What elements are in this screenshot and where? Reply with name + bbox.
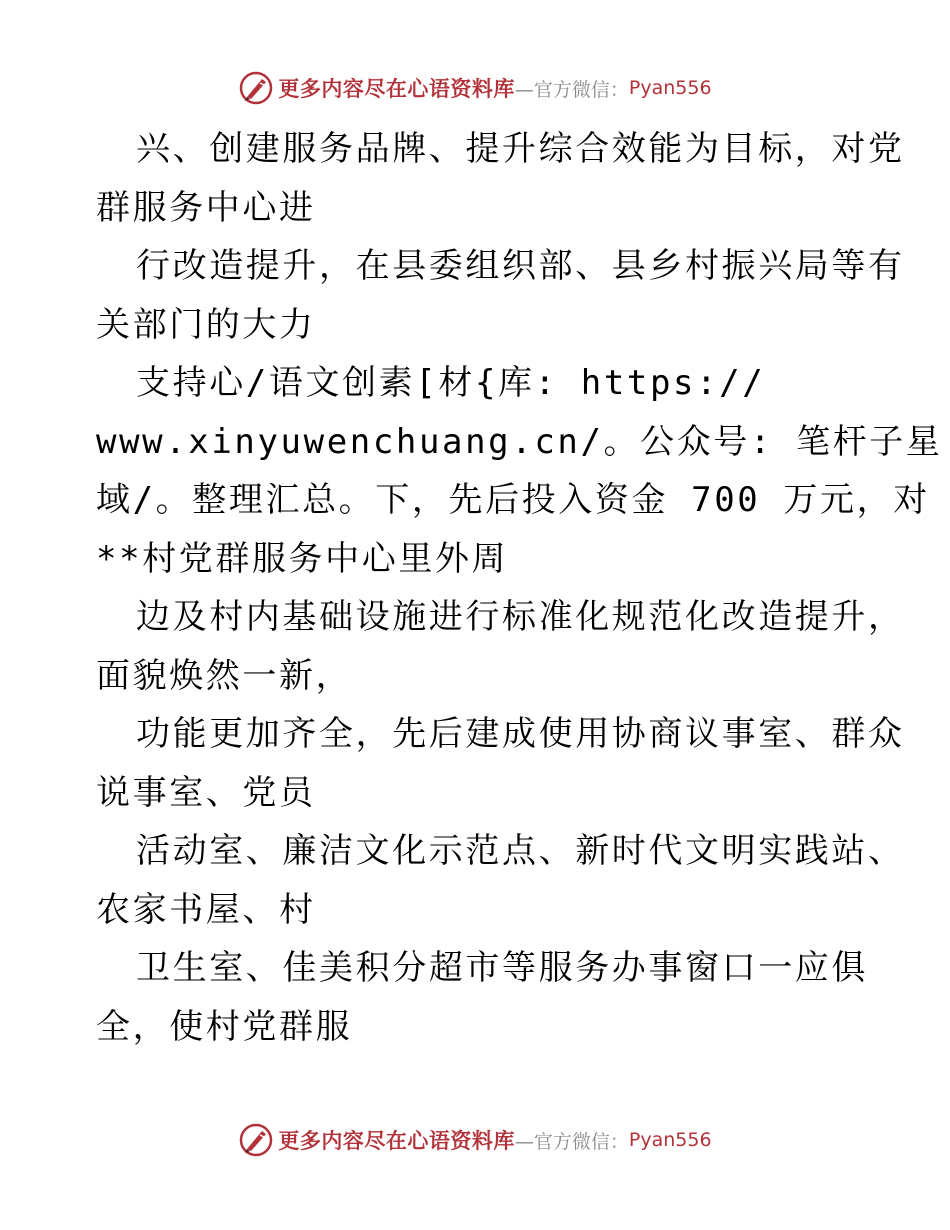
- banner-wechat-id: Pyan556: [628, 1129, 712, 1151]
- paragraph-line: 面貌焕然一新，: [96, 655, 353, 696]
- document-body: [96, 120, 943, 1056]
- paragraph-line: 边及村内基础设施进行标准化规范化改造提升，: [136, 597, 905, 637]
- paragraph-line: www.xinyuwenchuang.cn/。公众号: 笔杆子星: [96, 421, 943, 462]
- paragraph-line: 卫生室、佳美积分超市等服务办事窗口一应俱: [136, 948, 868, 988]
- paragraph-line: 活动室、廉洁文化示范点、新时代文明实践站、: [136, 831, 905, 871]
- banner-official-text: —官方微信：: [514, 78, 629, 101]
- paragraph-line: 功能更加齐全，先后建成使用协商议事室、群众: [136, 714, 905, 754]
- banner-brand-text: 更多内容尽在心语资料库: [278, 76, 515, 101]
- paragraph-line: 全，使村党群服: [96, 1006, 353, 1047]
- paragraph-line: **村党群服务中心里外周: [96, 538, 509, 579]
- paragraph-line: 农家书屋、村: [96, 889, 316, 930]
- banner-official-text: —官方微信：: [514, 1130, 629, 1153]
- footer-banner: [0, 1120, 950, 1160]
- paragraph-line: 关部门的大力: [96, 304, 316, 345]
- header-banner: [0, 68, 950, 108]
- quill-pen-logo-icon: [238, 1122, 274, 1158]
- paragraph-line: 域/。整理汇总。下，先后投入资金 700 万元，对: [96, 480, 930, 520]
- banner-brand-text: 更多内容尽在心语资料库: [278, 1128, 515, 1153]
- paragraph-line: 说事室、党员: [96, 772, 316, 813]
- banner-wechat-id: Pyan556: [628, 77, 712, 99]
- paragraph-line: 支持心/语文创素[材{库: https://: [136, 363, 766, 403]
- paragraph-line: 行改造提升，在县委组织部、县乡村振兴局等有: [136, 246, 905, 286]
- paragraph-line: 群服务中心进: [96, 187, 316, 228]
- paragraph-line: 兴、创建服务品牌、提升综合效能为目标，对党: [136, 129, 905, 169]
- quill-pen-logo-icon: [238, 70, 274, 106]
